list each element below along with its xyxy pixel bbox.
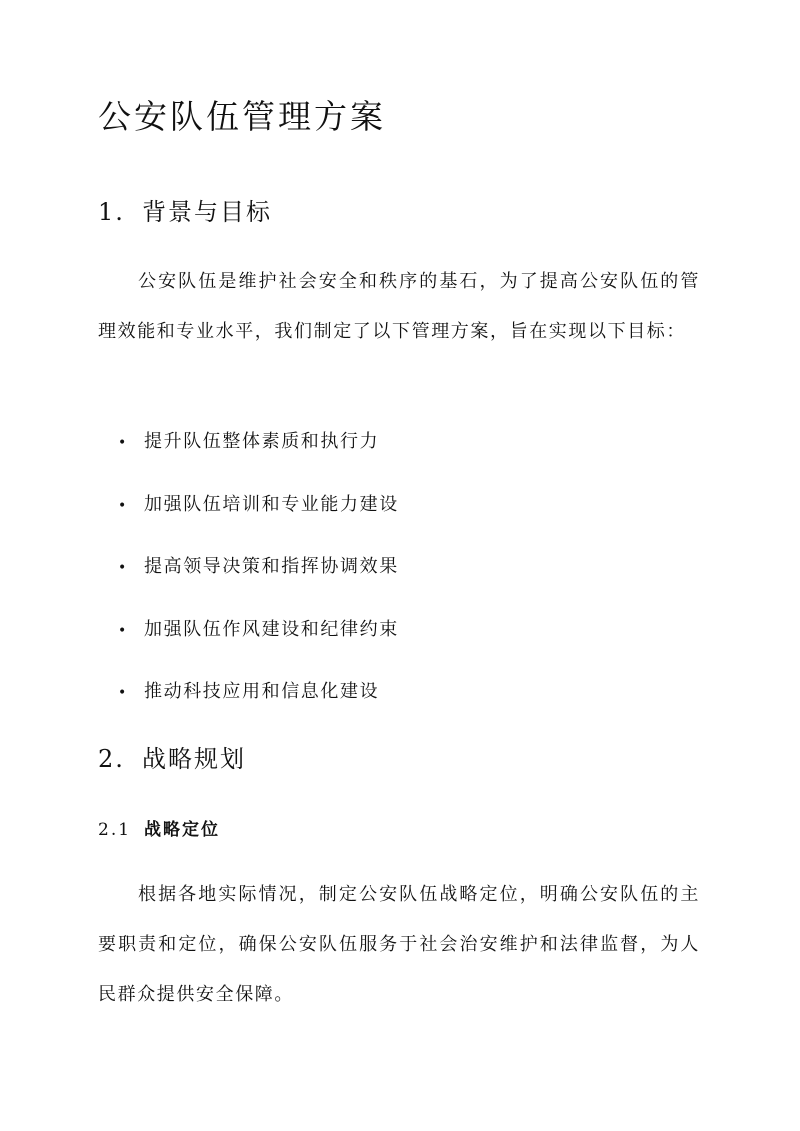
list-item: • 提高领导决策和指挥协调效果 [118, 541, 399, 604]
bullet-icon: • [118, 435, 128, 451]
bullet-icon: • [118, 497, 128, 514]
bullet-icon: • [118, 560, 128, 576]
subsection-number-2-1: 2.1 [98, 820, 132, 840]
section-1-paragraph: 公安队伍是维护社会安全和秩序的基石，为了提高公安队伍的管理效能和专业水平，我们制定了以下管理方案，旨在实现以下目标： [98, 271, 700, 342]
subsection-2-1-paragraph: 根据各地实际情况，制定公安队伍战略定位，明确公安队伍的主要职责和定位，确保公安队伍服务于社会治安维护和法律监督，为人民群众提供安全保障。 [98, 884, 700, 1005]
list-item: • 加强队伍作风建设和纪律约束 [118, 604, 399, 667]
section-heading-1 [98, 194, 272, 230]
section-number-2: 2. [98, 745, 125, 773]
section-heading-2 [98, 741, 246, 777]
list-item: • 加强队伍培训和专业能力建设 [118, 479, 399, 542]
bullet-icon: • [118, 685, 128, 701]
section-number-1: 1. [98, 198, 125, 226]
section-title-1: 背景与目标 [142, 198, 272, 226]
subsection-title-2-1: 战略定位 [144, 820, 220, 840]
subsection-heading-2-1 [98, 816, 220, 844]
goal-list [118, 416, 399, 729]
bullet-icon: • [118, 622, 128, 639]
document-title: 公安队伍管理方案 [98, 97, 386, 136]
list-item: • 推动科技应用和信息化建设 [118, 666, 399, 729]
section-title-2: 战略规划 [142, 745, 246, 773]
list-item: • 提升队伍整体素质和执行力 [118, 416, 399, 479]
